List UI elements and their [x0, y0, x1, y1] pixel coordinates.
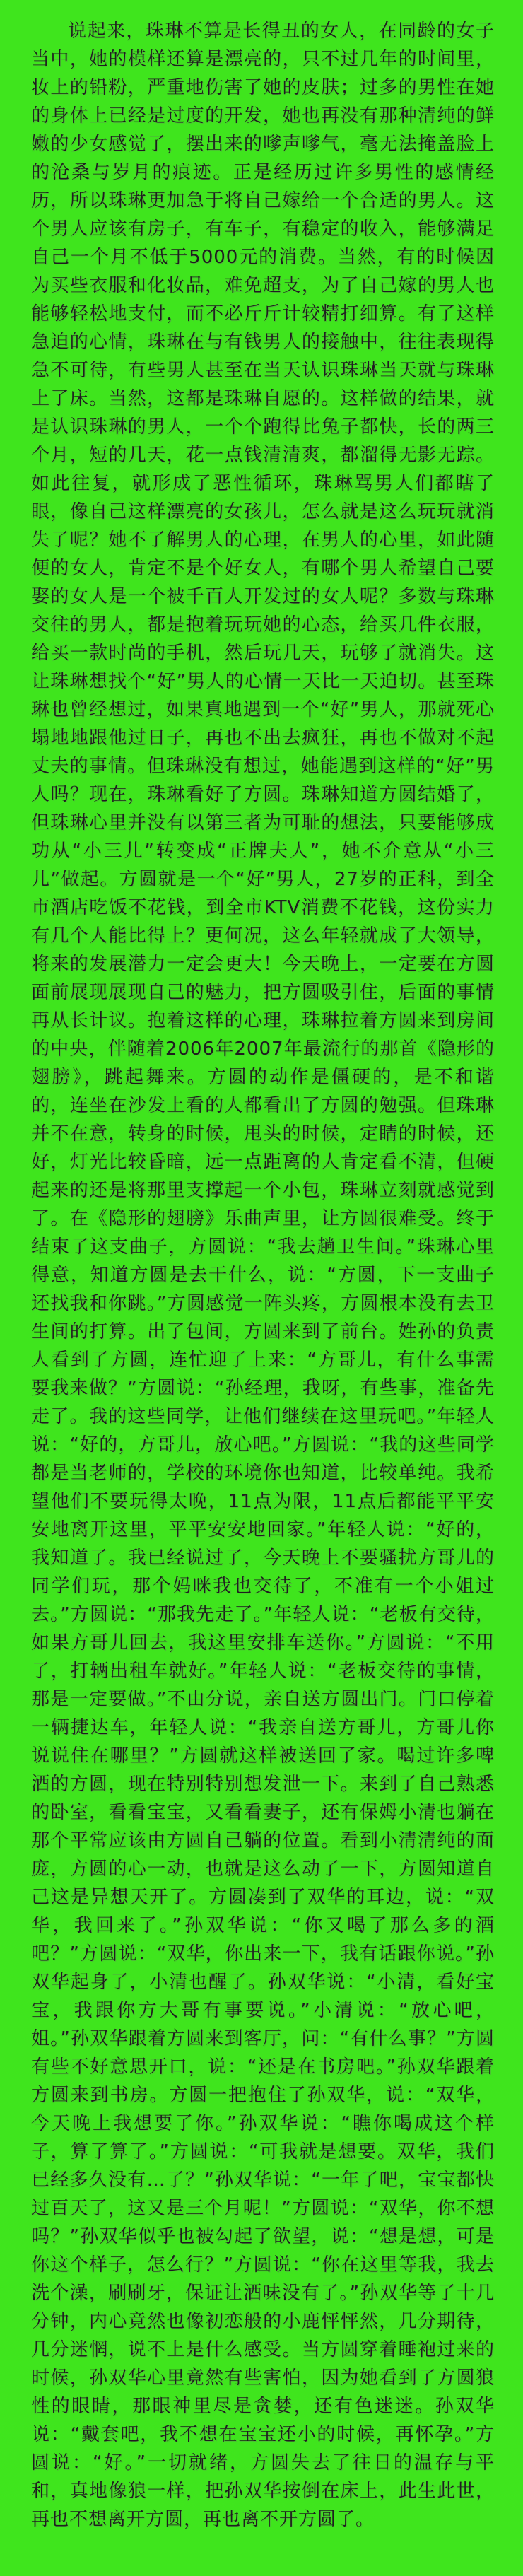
story-paragraph: 说起来，珠琳不算是长得丑的女人，在同龄的女子当中，她的模样还算是漂亮的，只不过几年的时间里，妆上的铅粉，严重地伤害了她的皮肤；过多的男性在她的身体上已经是过度的开发，她也再没有那种清纯的鲜嫩的少女感觉了，摆出来的嗲声嗲气，毫无法掩盖脸上的沧桑与岁月的痕迹。正是经历过许多男性的感情经历，所以珠琳更加急于将自己嫁给一个合适的男人。这个男人应该有房子，有车子，有稳定的收入，能够满足自己一个月不低于5000元的消费。当然，有的时候因为买些衣服和化妆品，难免超支，为了自己嫁的男人也能够轻松地支付，而不必斤斤计较精打细算。有了这样急迫的心情，珠琳在与有钱男人的接触中，往往表现得急不可待，有些男人甚至在当天认识珠琳当天就与珠琳上了床。当然，这都是珠琳自愿的。这样做的结果，就是认识珠琳的男人，一个个跑得比兔子都快，长的两三个月，短的几天，花一点钱清清爽，都溜得无影无踪。如此往复，就形成了恶性循环，珠琳骂男人们都瞎了眼，像自己这样漂亮的女孩儿，怎么就是这么玩玩就消失了呢？她不了解男人的心理，在男人的心里，如此随便的女人，肯定不是个好女人，有哪个男人希望自己要娶的女人是一个被千百人开发过的女人呢？多数与珠琳交往的男人，都是抱着玩玩她的心态，给买几件衣服，给买一款时尚的手机，然后玩几天，玩够了就消失。这让珠琳想找个“好”男人的心情一天比一天迫切。甚至珠琳也曾经想过，如果真地遇到一个“好”男人，那就死心塌地地跟他过日子，再也不出去疯狂，再也不做对不起丈夫的事情。但珠琳没有想过，她能遇到这样的“好”男人吗？现在，珠琳看好了方圆。珠琳知道方圆结婚了，但珠琳心里并没有以第三者为可耻的想法，只要能够成功从“小三儿”转变成“正牌夫人”，她不介意从“小三儿”做起。方圆就是一个“好”男人，27岁的正科，到全市酒店吃饭不花钱，到全市KTV消费不花钱，这份实力有几个人能比得上？更何况，这么年轻就成了大领导，将来的发展潜力一定会更大！今天晚上，一定要在方圆面前展现展现自己的魅力，把方圆吸引住，后面的事情再从长计议。抱着这样的心理，珠琳拉着方圆来到房间的中央，伴随着2006年2007年最流行的那首《隐形的翅膀》，跳起舞来。方圆的动作是僵硬的，是不和谐的，连坐在沙发上看的人都看出了方圆的勉强。但珠琳并不在意，转身的时候，甩头的时候，定睛的时候，还好，灯光比较昏暗，远一点距离的人肯定看不清，但硬起来的还是将那里支撑起一个小包，珠琳立刻就感觉到了。在《隐形的翅膀》乐曲声里，让方圆很难受。终于结束了这支曲子，方圆说：“我去趟卫生间。”珠琳心里得意，知道方圆是去干什么，说：“方圆，下一支曲子还找我和你跳。”方圆感觉一阵头疼，方圆根本没有去卫生间的打算。出了包间，方圆来到了前台。姓孙的负责人看到了方圆，连忙迎了上来：“方哥儿，有什么事需要我来做？”方圆说：“孙经理，我呀，有些事，准备先走了。我的这些同学，让他们继续在这里玩吧。”年轻人说：“好的，方哥儿，放心吧。”方圆说：“我的这些同学都是当老师的，学校的环境你也知道，比较单纯。我希望他们不要玩得太晚，11点为限，11点后都能平平安安地离开这里，平平安安地回家。”年轻人说：“好的，我知道了。我已经说过了，今天晚上不要骚扰方哥儿的同学们玩，那个妈咪我也交待了，不准有一个小姐过去。”方圆说：“那我先走了。”年轻人说：“老板有交待，如果方哥儿回去，我这里安排车送你。”方圆说：“不用了，打辆出租车就好。”年轻人说：“老板交待的事情，那是一定要做。”不由分说，亲自送方圆出门。门口停着一辆捷达车，年轻人说：“我亲自送方哥儿，方哥儿你说说住在哪里？”方圆就这样被送回了家。喝过许多啤酒的方圆，现在特别特别想发泄一下。来到了自己熟悉的卧室，看看宝宝，又看看妻子，还有保姆小清也躺在那个平常应该由方圆自己躺的位置。看到小清清纯的面庞，方圆的心一动，也就是这么动了一下，方圆知道自己这是异想天开了。方圆凑到了双华的耳边，说：“双华，我回来了。”孙双华说：“你又喝了那么多的酒吧？”方圆说：“双华，你出来一下，我有话跟你说。”孙双华起身了，小清也醒了。孙双华说：“小清，看好宝宝，我跟你方大哥有事要说。”小清说：“放心吧，姐。”孙双华跟着方圆来到客厅，问：“有什么事？”方圆有些不好意思开口，说：“还是在书房吧。”孙双华跟着方圆来到书房。方圆一把抱住了孙双华，说：“双华，今天晚上我想要了你。”孙双华说：“瞧你喝成这个样子，算了算了。”方圆说：“可我就是想要。双华，我们已经多久没有…了？”孙双华说：“一年了吧，宝宝都快过百天了，这又是三个月呢！”方圆说：“双华，你不想吗？”孙双华似乎也被勾起了欲望，说：“想是想，可是你这个样子，怎么行？”方圆说：“你在这里等我，我去洗个澡，刷刷牙，保证让酒味没有了。”孙双华等了十几分钟，内心竟然也像初恋般的小鹿怦怦然，几分期待，几分迷惘，说不上是什么感受。当方圆穿着睡袍过来的时候，孙双华心里竟然有些害怕，因为她看到了方圆狼性的眼睛，那眼神里尽是贪婪，还有色迷迷。孙双华说：“戴套吧，我不想在宝宝还小的时候，再怀孕。”方圆说：“好。”一切就绪，方圆失去了往日的温存与平和，真地像狼一样，把孙双华按倒在床上，此生此世，再也不想离开方圆，再也离不开方圆了。 — [31, 21, 495, 2530]
